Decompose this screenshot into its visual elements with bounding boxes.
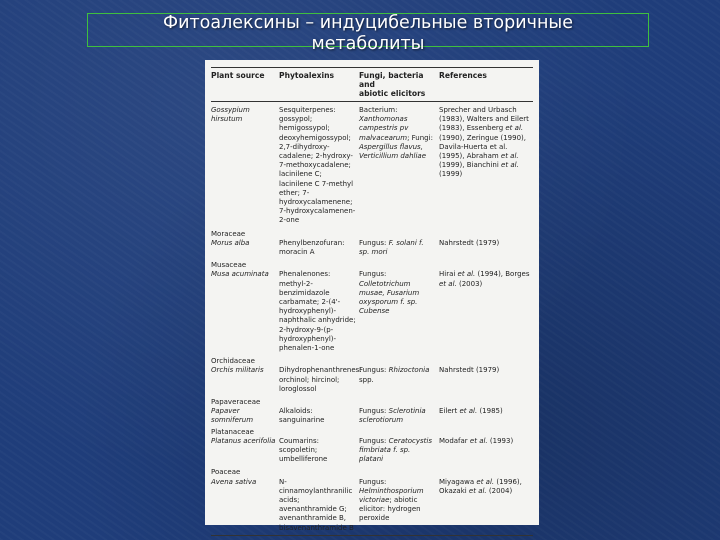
reference-etal: et al. xyxy=(501,161,519,170)
family-name: Papaveraceae xyxy=(211,398,261,407)
reference-text: Modafar xyxy=(439,436,470,445)
reference-text: (2003) xyxy=(456,279,483,288)
reference-etal: et al. xyxy=(476,477,495,486)
elicitor-organism: Sclerotinia sclerotiorum xyxy=(359,407,426,425)
family-name: Poaceae xyxy=(211,468,241,477)
references-cell xyxy=(439,357,533,394)
reference-text: (1999) xyxy=(439,170,463,179)
reference-text: Miyagawa xyxy=(439,477,477,486)
table-row xyxy=(211,468,533,532)
reference-text: (1985) xyxy=(477,407,503,416)
elicitor-text: Fungus: xyxy=(359,366,389,375)
elicitor-organism: Xanthomonas campestris pv malvacearum xyxy=(359,115,409,142)
family-name: Musaceae xyxy=(211,261,247,270)
references-cell xyxy=(439,398,533,426)
elicitor-text: ; Fungi: xyxy=(407,133,433,142)
reference-etal: et al. xyxy=(500,152,519,161)
reference-text: Eilert xyxy=(439,407,460,416)
elicitor-organism: Rhizoctonia xyxy=(388,366,430,375)
reference-text: Sprecher and Urbasch (1983), Walters and Eilert (1983), Essenberg xyxy=(439,106,529,133)
header-elicitors xyxy=(359,71,439,98)
table-header xyxy=(211,67,533,102)
header-plant-source: Plant source xyxy=(211,71,265,80)
elicitors-cell xyxy=(359,357,439,394)
elicitors-cell xyxy=(359,106,439,226)
species-name: Platanus acerifolia xyxy=(211,436,276,445)
slide-title-line-2: метаболиты xyxy=(311,34,425,54)
elicitor-text: spp. xyxy=(359,375,374,384)
elicitors-cell xyxy=(359,261,439,353)
table-row xyxy=(211,398,533,426)
species-name: Avena sativa xyxy=(211,477,257,486)
reference-etal: et al. xyxy=(505,124,524,133)
elicitor-text: ; abiotic elicitor: hydrogen peroxide xyxy=(359,496,421,523)
phytoalexins-cell: Dihydrophenanthrenes: orchinol; hircinol; loroglossol xyxy=(279,366,362,393)
species-name: Morus alba xyxy=(211,238,250,247)
header-phytoalexins: Phytoalexins xyxy=(279,71,335,80)
references-cell xyxy=(439,468,533,532)
reference-text: (1993) xyxy=(487,436,514,445)
table-bottom-rule xyxy=(211,535,533,536)
phytoalexin-table xyxy=(205,60,539,532)
plant-source-cell xyxy=(211,261,279,353)
references-cell xyxy=(439,230,533,258)
reference-text: (1996), Okazaki xyxy=(439,477,522,495)
elicitors-cell xyxy=(359,428,439,465)
phytoalexins-cell: Coumarins: scopoletin; umbelliferone xyxy=(279,436,328,464)
phytoalexins-cell: Phenylbenzofuran: moracin A xyxy=(279,238,345,257)
header-references: References xyxy=(439,71,487,80)
reference-text: Nahrstedt (1979) xyxy=(439,366,500,375)
elicitor-text: Fungus: xyxy=(359,407,389,416)
elicitors-cell xyxy=(359,468,439,532)
header-elicitors-line-2: abiotic elicitors xyxy=(359,89,426,98)
plant-source-cell xyxy=(211,428,279,465)
species-name: Gossypium hirsutum xyxy=(211,106,250,124)
references-cell xyxy=(439,261,533,353)
species-name: Orchis militaris xyxy=(211,366,264,375)
table-row xyxy=(211,106,533,226)
elicitor-text: Fungus: xyxy=(359,477,387,486)
reference-text: (1994), Borges xyxy=(475,270,530,279)
species-name: Musa acuminata xyxy=(211,270,269,279)
references-cell xyxy=(439,428,533,465)
phytoalexins-cell: Sesquiterpenes: gossypol; hemigossypol; deoxyhemigossypol; 2,7-dihydroxy-cadalene; 2-hydroxy-7-methoxycadalene; lacinilene C; lacinilene C 7-methyl ether; 7-hydroxycalamenene; 7-hydroxycalamenen-2-one xyxy=(279,106,356,225)
references-cell xyxy=(439,106,533,226)
elicitor-text: Fungus: xyxy=(359,238,389,247)
elicitors-cell xyxy=(359,398,439,426)
table-row xyxy=(211,357,533,394)
elicitor-organism: Colletotrichum musae, Fusarium oxysporum f. sp. Cubense xyxy=(359,279,420,316)
family-name: Orchidaceae xyxy=(211,357,255,366)
elicitor-text: Fungus: xyxy=(359,270,387,279)
elicitor-text: Fungus: xyxy=(359,436,389,445)
slide-title-line-1: Фитоалексины – индуцибельные вторичные xyxy=(163,13,573,33)
elicitors-cell xyxy=(359,230,439,258)
reference-text: (2004) xyxy=(486,486,513,495)
reference-etal: et al. xyxy=(468,486,487,495)
reference-etal: et al. xyxy=(459,407,478,416)
reference-etal: et al. xyxy=(457,270,476,279)
reference-text: Hirai xyxy=(439,270,458,279)
family-name: Moraceae xyxy=(211,229,246,238)
plant-source-cell xyxy=(211,468,279,532)
phytoalexins-cell: N-cinnamoylanthranilic acids; avenanthramide G; avenanthramide B, bisavenanthramide B xyxy=(279,477,354,532)
reference-text: (1999), Bianchini xyxy=(439,161,502,170)
species-name: Papaver somniferum xyxy=(211,407,254,425)
reference-text: (1990), Zeringue (1990), Davila-Huerta et al. (1995), Abraham xyxy=(439,133,527,161)
table-row xyxy=(211,428,533,465)
reference-etal: et al. xyxy=(439,279,457,288)
elicitor-organism: Aspergillus flavus, Verticillium dahliae xyxy=(359,142,427,161)
elicitor-text: Bacterium: xyxy=(359,106,398,114)
elicitor-organism: Helminthosporium victoriae xyxy=(359,486,424,505)
slide-title xyxy=(87,13,649,54)
plant-source-cell xyxy=(211,106,279,226)
elicitor-organism: Ceratocystis fimbriata f. sp. platani xyxy=(359,436,433,464)
reference-etal: et al. xyxy=(469,436,488,445)
plant-source-cell xyxy=(211,230,279,258)
elicitor-organism: F. solani f. sp. mori xyxy=(359,238,424,257)
header-elicitors-line-1: Fungi, bacteria and xyxy=(359,71,424,89)
reference-text: Nahrstedt (1979) xyxy=(439,238,500,247)
plant-source-cell xyxy=(211,398,279,426)
family-name: Platanaceae xyxy=(211,427,254,436)
phytoalexins-cell: Alkaloids: sanguinarine xyxy=(279,407,325,425)
plant-source-cell xyxy=(211,357,279,394)
phytoalexins-cell: Phenalenones: methyl-2-benzimidazole carbamate; 2-(4'-hydroxyphenyl)-naphthalic anhydride; 2-hydroxy-9-(p-hydroxyphenyl)-phenalen-1-one xyxy=(279,270,356,353)
table-row xyxy=(211,261,533,353)
table-row xyxy=(211,230,533,258)
